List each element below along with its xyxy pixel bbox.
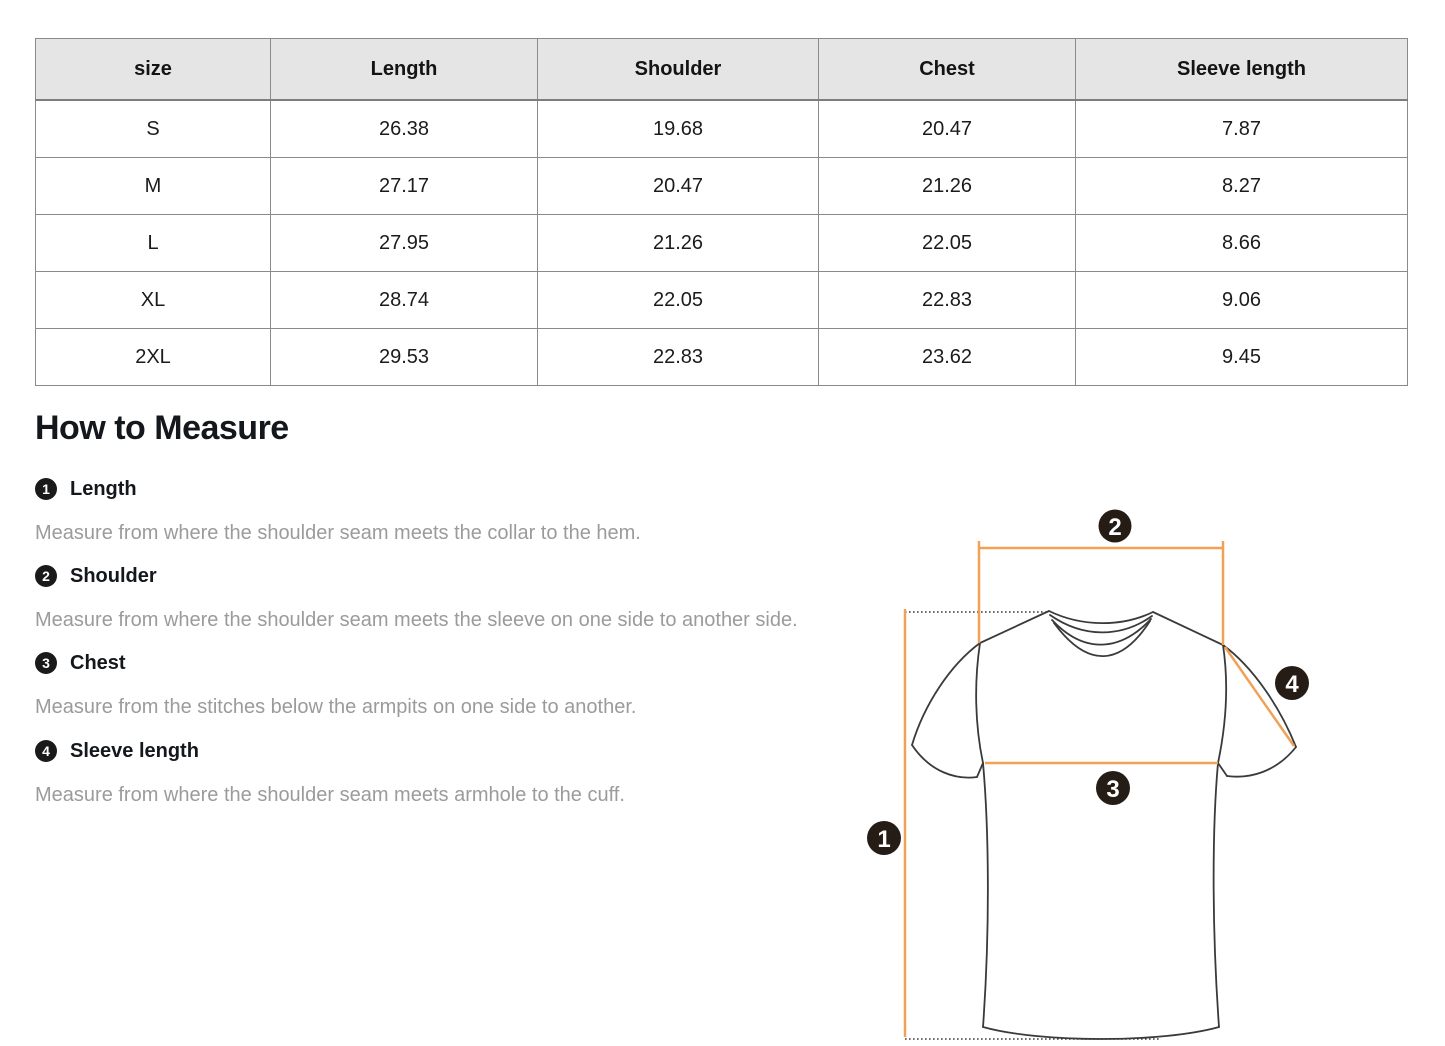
chest-cell: 23.62 [819, 329, 1076, 386]
sleeve-cell: 9.45 [1076, 329, 1408, 386]
chest-cell: 21.26 [819, 158, 1076, 215]
diagram-step-4-badge-icon [1275, 666, 1309, 700]
size-cell: S [36, 100, 271, 158]
svg-text:2: 2 [1108, 514, 1122, 541]
table-row-2xl [36, 329, 1408, 386]
step-4-badge-icon: 4 [35, 740, 57, 762]
sleeve-cell: 7.87 [1076, 100, 1408, 158]
header-row [36, 39, 1408, 101]
shoulder-cell: 22.83 [538, 329, 819, 386]
measure-item-description: Measure from the stitches below the armpits on one side to another. [35, 696, 637, 718]
step-1-badge-icon: 1 [35, 478, 57, 500]
length-cell: 28.74 [271, 272, 538, 329]
table-row-xl [36, 272, 1408, 329]
size-cell: XL [36, 272, 271, 329]
measure-item-label: Chest [70, 651, 126, 674]
length-cell: 26.38 [271, 100, 538, 158]
shoulder-cell: 21.26 [538, 215, 819, 272]
step-3-badge-icon: 3 [35, 652, 57, 674]
column-header-size: size [36, 39, 271, 101]
svg-text:4: 4 [1285, 671, 1299, 698]
size-cell: 2XL [36, 329, 271, 386]
chest-cell: 20.47 [819, 100, 1076, 158]
diagram-step-2-badge-icon [1099, 510, 1132, 543]
diagram-step-3-badge-icon [1096, 771, 1130, 805]
tshirt-measure-diagram [860, 500, 1320, 1046]
column-header-shoulder: Shoulder [538, 39, 819, 101]
svg-text:3: 3 [1106, 776, 1120, 803]
measure-item-description: Measure from where the shoulder seam meets the sleeve on one side to another side. [35, 609, 798, 631]
step-2-badge-icon: 2 [35, 565, 57, 587]
measure-item-chest [35, 651, 126, 675]
diagram-step-1-badge-icon [867, 821, 901, 855]
how-to-measure-title: How to Measure [35, 409, 289, 447]
shoulder-cell: 20.47 [538, 158, 819, 215]
column-header-sleeve-length: Sleeve length [1076, 39, 1408, 101]
tshirt-outline [912, 611, 1296, 1039]
shoulder-measure-line [979, 541, 1223, 645]
measure-item-sleeve-length [35, 739, 199, 763]
measure-item-label: Shoulder [70, 564, 157, 587]
shoulder-cell: 22.05 [538, 272, 819, 329]
table-row-l [36, 215, 1408, 272]
measure-item-description: Measure from where the shoulder seam meets armhole to the cuff. [35, 784, 625, 806]
column-header-chest: Chest [819, 39, 1076, 101]
chest-cell: 22.05 [819, 215, 1076, 272]
column-header-length: Length [271, 39, 538, 101]
measure-item-description: Measure from where the shoulder seam meets the collar to the hem. [35, 522, 641, 544]
size-cell: M [36, 158, 271, 215]
size-cell: L [36, 215, 271, 272]
length-cell: 27.17 [271, 158, 538, 215]
measure-item-label: Length [70, 477, 137, 500]
measure-item-length [35, 477, 137, 501]
length-cell: 29.53 [271, 329, 538, 386]
chest-cell: 22.83 [819, 272, 1076, 329]
sleeve-cell: 8.27 [1076, 158, 1408, 215]
table-row-m [36, 158, 1408, 215]
measure-item-label: Sleeve length [70, 739, 199, 762]
sleeve-cell: 8.66 [1076, 215, 1408, 272]
shoulder-cell: 19.68 [538, 100, 819, 158]
sleeve-cell: 9.06 [1076, 272, 1408, 329]
table-row-s [36, 100, 1408, 158]
measure-item-shoulder [35, 564, 157, 588]
size-chart-table [35, 38, 1408, 386]
svg-text:1: 1 [877, 826, 891, 853]
length-cell: 27.95 [271, 215, 538, 272]
